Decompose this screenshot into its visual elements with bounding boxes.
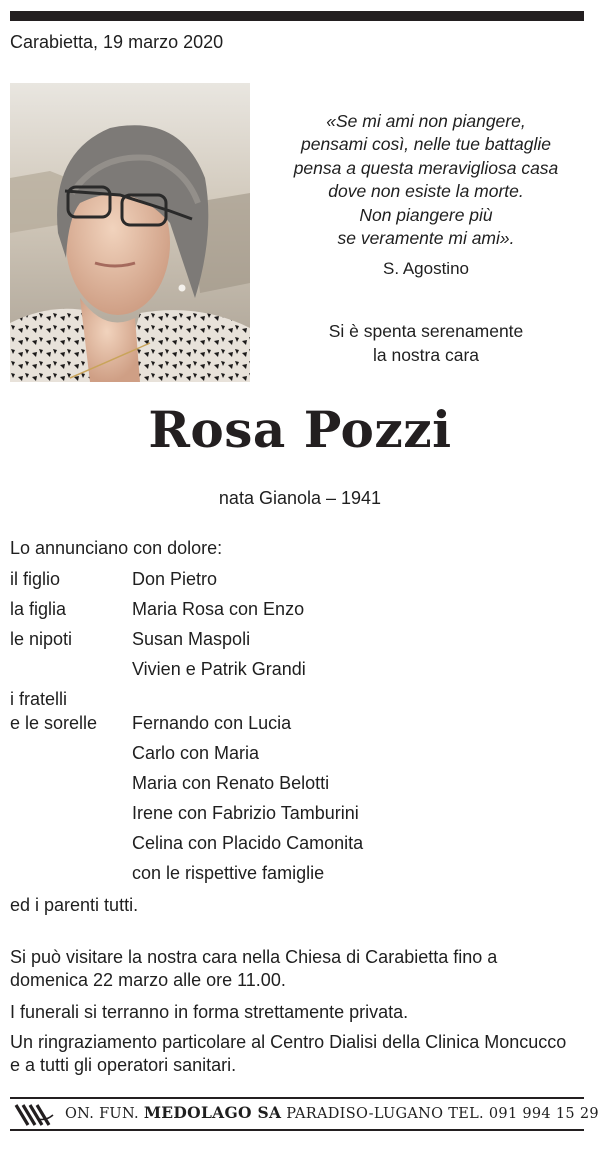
relative-names: Don Pietro: [132, 569, 218, 589]
intro-line: Si è spenta serenamente: [328, 321, 524, 341]
quote-line: Non piangere più: [359, 204, 493, 225]
portrait-illustration: [10, 83, 250, 382]
relative-names: Fernando con Lucia: [132, 713, 292, 733]
funeral-home-footer: [10, 1098, 599, 1130]
portrait-photo: [10, 83, 250, 382]
intro-line: la nostra cara: [372, 345, 480, 365]
thanks-line: Un ringraziamento particolare al Centro Dialisi della Clinica Moncucco: [10, 1032, 567, 1052]
visit-line: Si può visitare la nostra cara nella Chiesa di Carabietta fino a: [10, 947, 498, 967]
funeral-home-info: [65, 1103, 599, 1122]
funeral-home-logo-icon: [14, 1103, 54, 1132]
relative-names: Vivien e Patrik Grandi: [132, 659, 306, 679]
quote-line: dove non esiste la morte.: [328, 181, 524, 202]
deceased-name: Rosa Pozzi: [148, 400, 452, 459]
announce-line: Lo annunciano con dolore:: [10, 538, 223, 558]
relative-names: Susan Maspoli: [132, 629, 251, 649]
dateline: Carabietta, 19 marzo 2020: [10, 32, 224, 52]
quote-line: pensami così, nelle tue battaglie: [300, 134, 552, 155]
relation-label: i fratelli: [10, 689, 68, 709]
relation-label: le nipoti: [10, 629, 73, 649]
visit-line: domenica 22 marzo alle ore 11.00.: [10, 970, 286, 991]
closing-line: ed i parenti tutti.: [10, 895, 139, 915]
quote-line: «Se mi ami non piangere,: [326, 111, 526, 131]
company-name: MEDOLAGO SA: [143, 1103, 282, 1122]
footer-bottom-rule: [10, 1129, 584, 1131]
thanks-notice: [10, 1031, 590, 1078]
relative-names: con le rispettive famiglie: [132, 863, 325, 883]
relation-label: la figlia: [10, 599, 67, 619]
birth-info: nata Gianola – 1941: [218, 488, 382, 508]
relation-label: e le sorelle: [10, 713, 98, 733]
quote-line: pensa a questa meravigliosa casa: [293, 157, 559, 178]
quote-author: S. Agostino: [382, 259, 469, 278]
thanks-line: e a tutti gli operatori sanitari.: [10, 1055, 237, 1076]
company-location: PARADISO-LUGANO: [286, 1106, 444, 1122]
relative-names: Maria con Renato Belotti: [132, 773, 330, 793]
intro-text: [262, 319, 590, 367]
relative-names: Maria Rosa con Enzo: [132, 599, 305, 619]
relative-names: Carlo con Maria: [132, 743, 260, 763]
relative-names: Celina con Placido Camonita: [132, 833, 364, 853]
top-rule: [10, 11, 584, 21]
phone-number: 091 994 15 29: [488, 1106, 599, 1122]
relative-names: Irene con Fabrizio Tamburini: [132, 803, 359, 823]
quote-block: [262, 110, 590, 250]
footer-prefix: ON. FUN.: [65, 1106, 139, 1122]
phone-label: TEL.: [448, 1106, 484, 1122]
visit-notice: [10, 946, 590, 993]
relation-label: il figlio: [10, 569, 61, 589]
quote-line: se veramente mi ami».: [337, 228, 515, 249]
funeral-notice: I funerali si terranno in forma strettamente privata.: [10, 1002, 409, 1022]
